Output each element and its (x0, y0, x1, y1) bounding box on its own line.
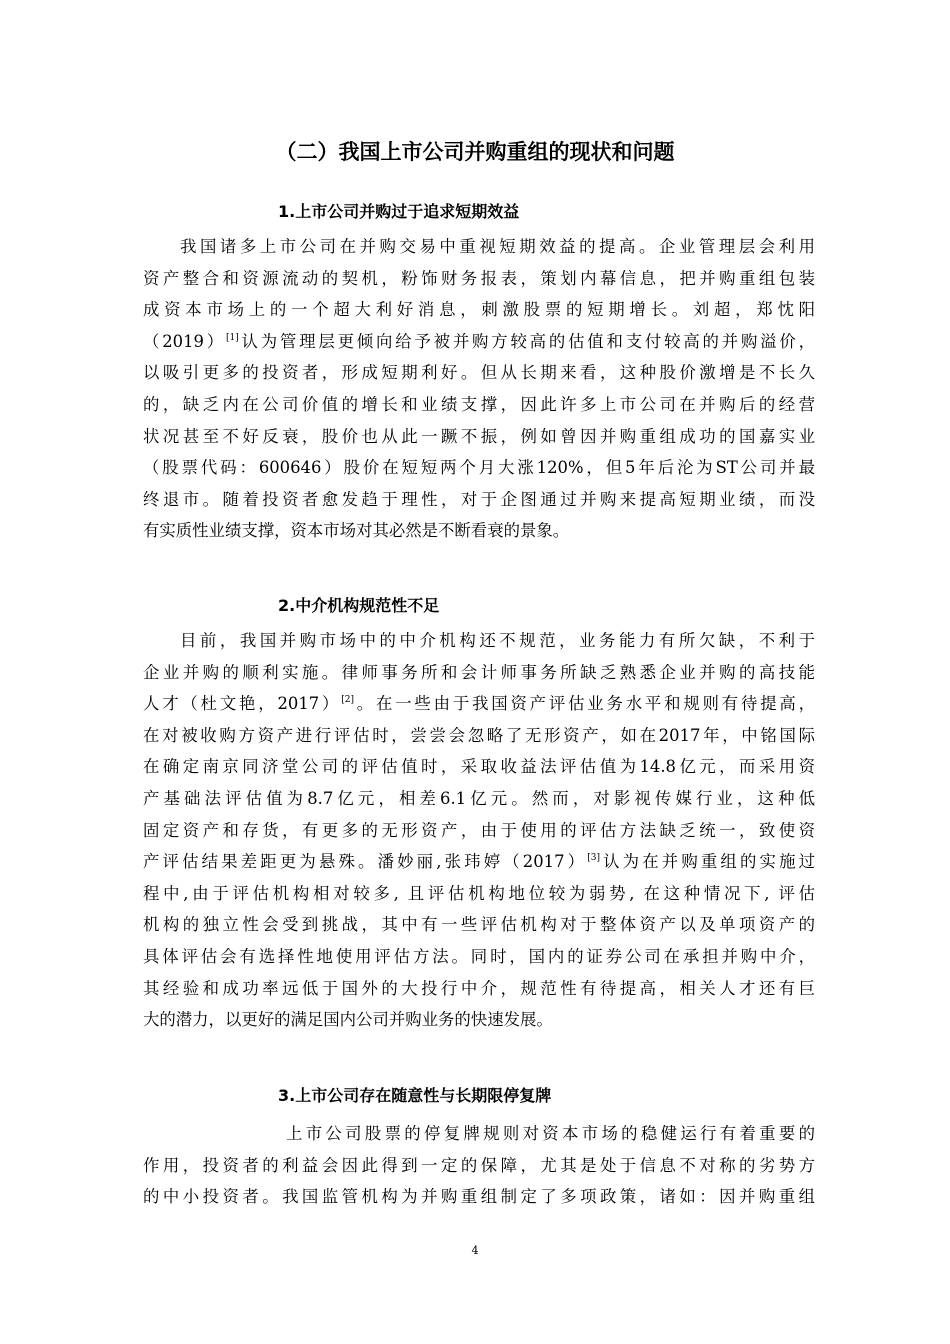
text-line: 产基础法评估值为8.7亿元，相差6.1亿元。然而，对影视传媒行业，这种低 (143, 788, 815, 808)
text-line: （股票代码：600646）股价在短短两个月大涨120%，但5年后沦为ST公司并最 (143, 458, 815, 478)
section-1-paragraph (143, 231, 815, 547)
text-line: 其经验和成功率远低于国外的大投行中介，规范性有待提高，相关人才还有巨 (143, 978, 815, 998)
text-line: 在对被收购方资产进行评估时，尝尝会忽略了无形资产，如在2017年，中铭国际 (143, 725, 815, 745)
text-line: 目前，我国并购市场中的中介机构还不规范，业务能力有所欠缺，不利于 (180, 631, 815, 650)
text-line: 有实质性业绩支撑，资本市场对其必然是不断看衰的景象。 (143, 521, 570, 541)
text-line: 的，缺乏内在公司价值的增长和业绩支撑，因此许多上市公司在并购后的经营 (143, 394, 815, 414)
citation-year: （2019） (143, 331, 226, 351)
text-line: 企业并购的顺利实施。律师事务所和会计师事务所缺乏熟悉企业并购的高技能 (143, 662, 815, 682)
text-line: 终退市。随着投资者愈发趋于理性，对于企图通过并购来提高短期业绩，而没 (143, 489, 815, 509)
text-line: 机构的独立性会受到挑战，其中有一些评估机构对于整体资产以及单项资产的 (143, 915, 815, 935)
text-fragment: 人才（杜文艳，2017） (143, 694, 342, 714)
text-line: 程中,由于评估机构相对较多, 且评估机构地位较为弱势, 在这种情况下, 评估 (143, 883, 815, 903)
text-line: 以吸引更多的投资者，形成短期利好。但从长期来看，这种股价激增是不长久 (143, 363, 815, 383)
citation-ref-1: [1] (225, 332, 239, 343)
text-line: 上市公司股票的停复牌规则对资本市场的稳健运行有着重要的 (286, 1124, 815, 1143)
text-fragment: 认为管理层更倾向给予被并购方较高的估值和支付较高的并购溢价， (238, 331, 815, 351)
text-line: 作用，投资者的利益会因此得到一定的保障，尤其是处于信息不对称的劣势方 (143, 1155, 815, 1175)
page-number: 4 (471, 1244, 479, 1257)
text-line: 大的潜力，以更好的满足国内公司并购业务的快速发展。 (143, 1010, 553, 1030)
text-line (143, 326, 815, 358)
chapter-title: （二）我国上市公司并购重组的现状和问题 (275, 140, 675, 164)
text-line: 在确定南京同济堂公司的评估值时，采取收益法评估值为14.8亿元，而采用资 (143, 757, 815, 777)
text-fragment: 产评估结果差距更为悬殊。潘妙丽,张玮婷（2017） (143, 852, 588, 872)
citation-ref-3: [3] (587, 853, 600, 864)
text-fragment: 认为在并购重组的实施过 (599, 852, 816, 872)
text-line: 成资本市场上的一个超大利好消息，刺激股票的短期增长。刘超，郑忱阳 (143, 300, 815, 320)
text-line: 固定资产和存货，有更多的无形资产，由于使用的评估方法缺乏统一，致使资 (143, 820, 815, 840)
text-line (143, 846, 815, 878)
text-line: 具体评估会有选择性地使用评估方法。同时，国内的证券公司在承担并购中介， (143, 946, 815, 966)
text-line: 资产整合和资源流动的契机，粉饰财务报表，策划内幕信息，把并购重组包装 (143, 268, 815, 288)
text-line: 状况甚至不好反衰，股价也从此一蹶不振，例如曾因并购重组成功的国嘉实业 (143, 426, 815, 446)
text-fragment: 。在一些由于我国资产评估业务水平和规则有待提高， (353, 694, 816, 714)
text-line: 的中小投资者。我国监管机构为并购重组制定了多项政策，诸如：因并购重组 (143, 1187, 815, 1207)
section-3-heading: 3.上市公司存在随意性与长期限停复牌 (278, 1086, 552, 1105)
section-1-heading: 1.上市公司并购过于追求短期效益 (278, 202, 520, 221)
section-3-paragraph (143, 1118, 815, 1213)
section-2-heading: 2.中介机构规范性不足 (278, 596, 440, 615)
citation-ref-2: [2] (341, 695, 354, 706)
section-2-paragraph (143, 625, 815, 1036)
text-line (143, 688, 815, 720)
text-line: 我国诸多上市公司在并购交易中重视短期效益的提高。企业管理层会利用 (180, 237, 815, 256)
